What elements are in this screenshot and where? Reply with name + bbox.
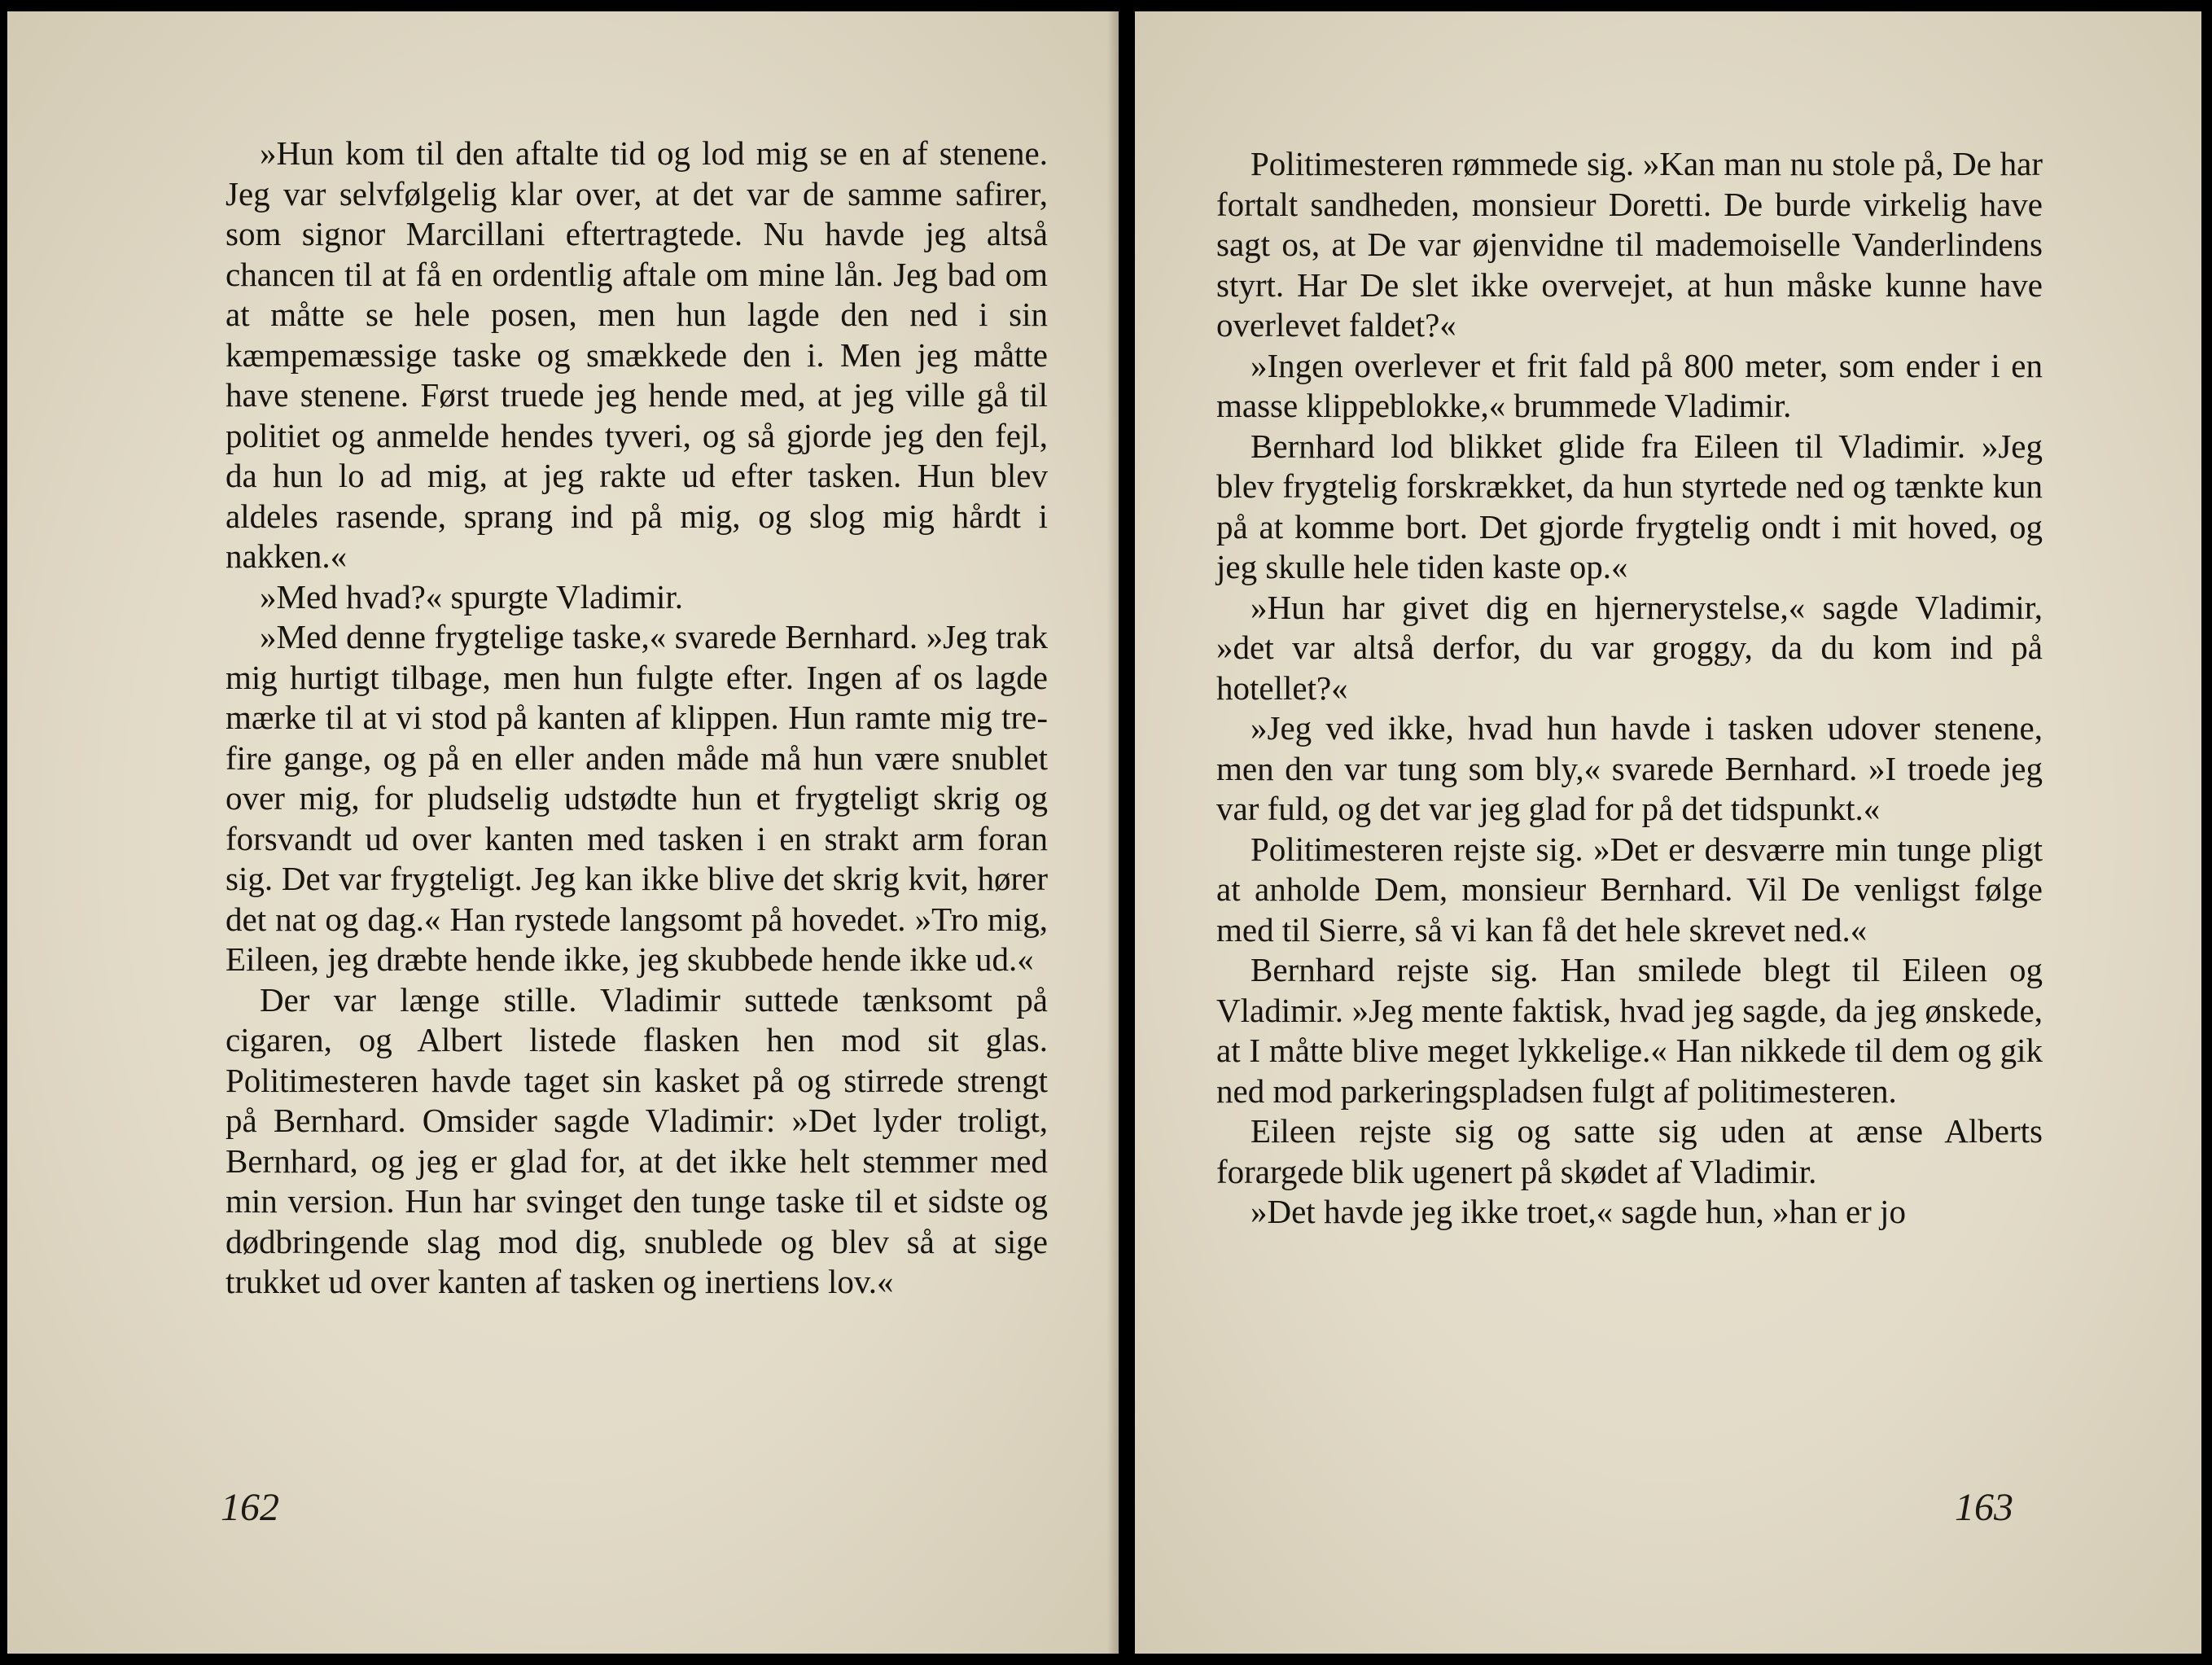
paragraph: Der var længe stille. Vladimir suttede tænksomt på cigaren, og Albert listede flasken hen mod sit glas. Politimesteren havde taget sin kasket på og stirrede strengt på Bernhard. Omsider sagde Vladimir: »Det lyder troligt, Bernhard, og jeg er glad for, at det ikke helt stemmer med min version. Hun har svinget den tunge taske til et sidste og dødbringende slag mod dig, snublede og blev så at sige trukket ud over kanten af tasken og inertiens lov.« bbox=[226, 980, 1048, 1300]
paragraph: Eileen rejste sig og satte sig uden at ænse Alberts forargede blik ugenert på skødet af Vladimir. bbox=[1216, 1112, 2043, 1190]
right-page bbox=[1135, 11, 2201, 1654]
paragraph: »Med hvad?« spurgte Vladimir. bbox=[260, 577, 684, 616]
paragraph: »Hun har givet dig en hjernerystelse,« sagde Vladimir, »det var altså derfor, du var groggy, da du kom ind på hotellet?« bbox=[1216, 588, 2043, 707]
paragraph: Bernhard lod blikket glide fra Eileen til Vladimir. »Jeg blev frygtelig forskrækket, da hun styrtede ned og tænkte kun på at komme bort. Det gjorde frygtelig ondt i mit hoved, og jeg skulle hele tiden kaste op.« bbox=[1216, 427, 2043, 585]
paragraph: Politimesteren rejste sig. »Det er desværre min tunge pligt at anholde Dem, monsieur Bernhard. Vil De venligst følge med til Sierre, så vi kan få det hele skrevet ned.« bbox=[1216, 830, 2043, 949]
page-gutter-shadow bbox=[1107, 11, 1119, 1654]
paragraph: Politimesteren rømmede sig. »Kan man nu stole på, De har fortalt sandheden, monsieur Doretti. De burde virkelig have sagt os, at De var øjenvidne til mademoiselle Vanderlindens styrt. Har De slet ikke overvejet, at hun måske kunne have overlevet faldet?« bbox=[1216, 145, 2043, 344]
paragraph: »Hun kom til den aftalte tid og lod mig se en af stenene. Jeg var selvfølgelig klar over, at det var de samme safirer, som signor Marcillani eftertragtede. Nu havde jeg altså chancen til at få en ordentlig aftale om mine lån. Jeg bad om at måtte se hele posen, men hun lagde den ned i sin kæmpemæssige taske og smækkede den i. Men jeg måtte have stenene. Først truede jeg hende med, at jeg ville gå til politiet og anmelde hendes tyveri, og så gjorde jeg den fejl, da hun lo ad mig, at jeg rakte ud efter tasken. Hun blev aldeles rasende, sprang ind på mig, og slog mig hårdt i nakken.« bbox=[226, 134, 1048, 575]
paragraph: »Ingen overlever et frit fald på 800 meter, som ender i en masse klippeblokke,« brummede Vladimir. bbox=[1216, 346, 2043, 424]
page-number: 163 bbox=[1955, 1486, 2013, 1529]
page-number: 162 bbox=[221, 1486, 279, 1529]
left-page-text bbox=[226, 134, 1048, 1303]
left-page bbox=[7, 11, 1119, 1654]
paragraph: Bernhard rejste sig. Han smilede blegt til Eileen og Vladimir. »Jeg mente faktisk, hvad jeg sagde, da jeg ønskede, at I måtte blive meget lykkelige.« Han nikkede til dem og gik ned mod parkeringspladsen fulgt af politimesteren. bbox=[1216, 951, 2043, 1110]
paragraph: »Det havde jeg ikke troet,« sagde hun, »han er jo bbox=[1251, 1193, 1906, 1230]
paragraph: »Med denne frygtelige taske,« svarede Bernhard. »Jeg trak mig hurtigt tilbage, men hun fulgte efter. Ingen af os lagde mærke til at vi stod på kanten af klippen. Hun ramte mig tre-fire gange, og på en eller anden måde må hun være snublet over mig, for pludselig udstødte hun et frygteligt skrig og forsvandt ud over kanten med tasken i en strakt arm foran sig. Det var frygteligt. Jeg kan ikke blive det skrig kvit, hører det nat og dag.« Han rystede langsomt på hovedet. »Tro mig, Eileen, jeg dræbte hende ikke, jeg skubbede hende ikke ud.« bbox=[226, 618, 1048, 978]
paragraph: »Jeg ved ikke, hvad hun havde i tasken udover stenene, men den var tung som bly,« svarede Bernhard. »I troede jeg var fuld, og det var jeg glad for på det tidspunkt.« bbox=[1216, 709, 2043, 827]
right-page-text bbox=[1216, 144, 2043, 1233]
